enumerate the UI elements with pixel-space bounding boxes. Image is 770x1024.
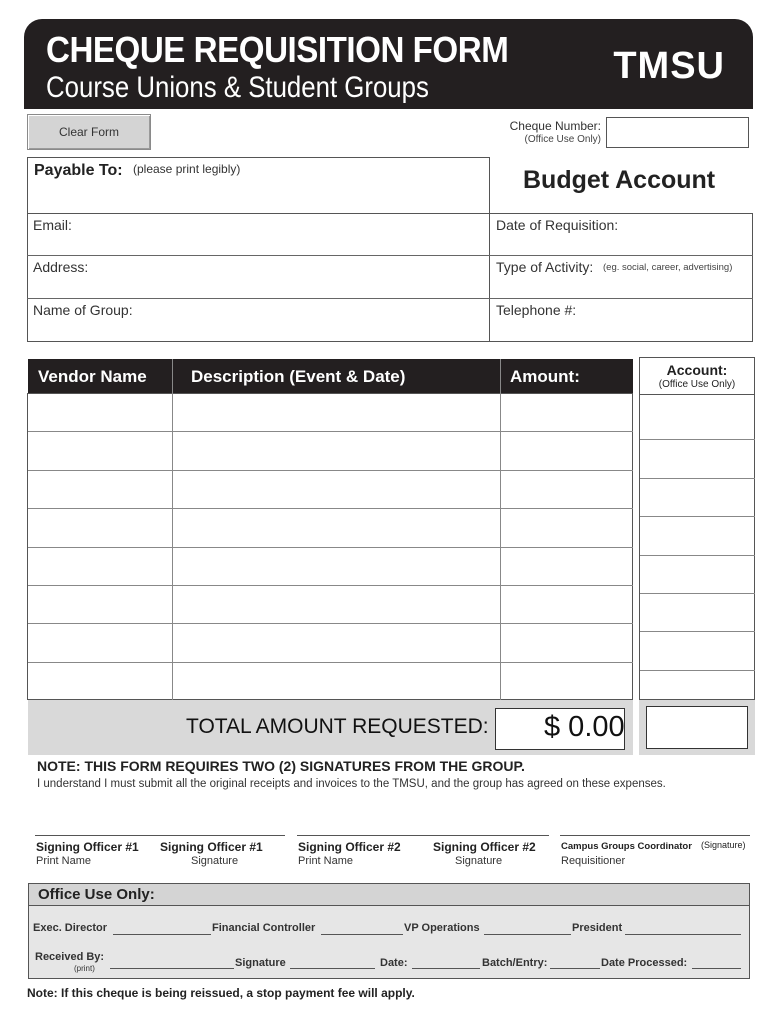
officer2-sig-sub: Signature bbox=[455, 855, 503, 867]
cheque-number-field[interactable] bbox=[606, 117, 749, 148]
officer1-print-title: Signing Officer #1 bbox=[36, 840, 139, 854]
description-cell[interactable] bbox=[173, 585, 500, 623]
group-name-label: Name of Group: bbox=[33, 302, 133, 318]
coordinator-sub: Requisitioner bbox=[561, 855, 626, 867]
amount-cell[interactable] bbox=[501, 662, 633, 700]
divider bbox=[27, 255, 753, 256]
officer1-sig-sub: Signature bbox=[191, 855, 239, 867]
divider bbox=[27, 298, 753, 299]
president-line[interactable] bbox=[625, 934, 741, 935]
payable-to-label: Payable To: bbox=[34, 162, 123, 179]
agreement-statement: I understand I must submit all the original receipts and invoices to the TMSU, and the group has agreed on these expenses. bbox=[37, 778, 666, 790]
clear-form-button[interactable]: Clear Form bbox=[27, 114, 151, 150]
vendor-name-cell[interactable] bbox=[28, 431, 172, 469]
vendor-name-cell[interactable] bbox=[28, 623, 172, 661]
cheque-number-note: (Office Use Only) bbox=[524, 134, 601, 145]
cheque-number-label: Cheque Number: bbox=[509, 119, 601, 133]
signature-label: Signature bbox=[235, 957, 286, 969]
signature-requirement-note: NOTE: THIS FORM REQUIRES TWO (2) SIGNATURES FROM THE GROUP. bbox=[37, 758, 525, 774]
form-title: CHEQUE REQUISITION FORM bbox=[46, 29, 509, 70]
amount-cell[interactable] bbox=[501, 585, 633, 623]
description-cell[interactable] bbox=[173, 508, 500, 546]
group-name-field[interactable] bbox=[33, 319, 483, 337]
budget-account-heading: Budget Account bbox=[523, 166, 716, 194]
account-note: (Office Use Only) bbox=[658, 379, 736, 390]
activity-type-hint: (eg. social, career, advertising) bbox=[603, 262, 733, 273]
vendor-name-cell[interactable] bbox=[28, 470, 172, 508]
signature-line[interactable] bbox=[290, 968, 375, 969]
account-cell[interactable] bbox=[640, 631, 755, 661]
coordinator-title: Campus Groups Coordinator bbox=[561, 841, 692, 852]
exec-director-label: Exec. Director bbox=[33, 922, 107, 934]
amount-cell[interactable] bbox=[501, 623, 633, 661]
coordinator-note: (Signature) bbox=[701, 840, 746, 850]
received-by-line[interactable] bbox=[110, 968, 234, 969]
amount-cell[interactable] bbox=[501, 393, 633, 431]
activity-type-label: Type of Activity: bbox=[496, 259, 594, 275]
account-cell[interactable] bbox=[640, 593, 755, 623]
vendor-name-cell[interactable] bbox=[28, 547, 172, 585]
column-header-description: Description (Event & Date) bbox=[191, 367, 406, 386]
form-header bbox=[24, 19, 753, 109]
account-cell[interactable] bbox=[640, 393, 755, 431]
president-label: President bbox=[572, 922, 623, 934]
coordinator-signature-line[interactable] bbox=[560, 835, 750, 836]
description-cell[interactable] bbox=[173, 547, 500, 585]
description-cell[interactable] bbox=[173, 623, 500, 661]
vendor-name-cell[interactable] bbox=[28, 662, 172, 700]
amount-cell[interactable] bbox=[501, 547, 633, 585]
total-amount-label: TOTAL AMOUNT REQUESTED: bbox=[186, 715, 489, 738]
reissue-note: Note: If this cheque is being reissued, a stop payment fee will apply. bbox=[27, 986, 415, 1000]
date-processed-line[interactable] bbox=[692, 968, 741, 969]
column-header-vendor: Vendor Name bbox=[38, 367, 147, 386]
vp-operations-label: VP Operations bbox=[404, 922, 480, 934]
officer2-signature-line[interactable] bbox=[297, 835, 549, 836]
email-field[interactable] bbox=[33, 234, 483, 252]
vp-operations-line[interactable] bbox=[484, 934, 571, 935]
account-header bbox=[639, 357, 755, 395]
amount-cell[interactable] bbox=[501, 508, 633, 546]
vendor-name-cell[interactable] bbox=[28, 508, 172, 546]
payable-to-hint: (please print legibly) bbox=[133, 162, 241, 176]
date-processed-label: Date Processed: bbox=[601, 957, 688, 969]
address-label: Address: bbox=[33, 259, 89, 275]
description-cell[interactable] bbox=[173, 431, 500, 469]
print-hint: (print) bbox=[74, 964, 95, 973]
tmsu-logo: TMSU bbox=[613, 45, 725, 87]
account-cell[interactable] bbox=[640, 670, 755, 700]
office-use-title: Office Use Only: bbox=[38, 886, 155, 903]
account-label: Account: bbox=[666, 362, 728, 378]
activity-type-field[interactable] bbox=[496, 276, 746, 294]
email-label: Email: bbox=[33, 217, 72, 233]
expense-table-header bbox=[28, 359, 633, 393]
date-of-requisition-label: Date of Requisition: bbox=[496, 217, 619, 233]
officer1-signature-line[interactable] bbox=[35, 835, 285, 836]
form-subtitle: Course Unions & Student Groups bbox=[46, 71, 429, 104]
telephone-field[interactable] bbox=[496, 319, 746, 337]
exec-director-line[interactable] bbox=[113, 934, 211, 935]
amount-cell[interactable] bbox=[501, 470, 633, 508]
description-cell[interactable] bbox=[173, 393, 500, 431]
total-amount-value: $ 0.00 bbox=[544, 711, 625, 743]
address-field[interactable] bbox=[33, 276, 483, 294]
account-total-field[interactable] bbox=[646, 706, 748, 749]
vendor-name-cell[interactable] bbox=[28, 585, 172, 623]
batch-entry-line[interactable] bbox=[550, 968, 600, 969]
batch-entry-label: Batch/Entry: bbox=[482, 957, 548, 969]
description-cell[interactable] bbox=[173, 662, 500, 700]
column-header-amount: Amount: bbox=[510, 367, 580, 386]
date-of-requisition-field[interactable] bbox=[496, 234, 746, 252]
officer1-print-sub: Print Name bbox=[36, 855, 92, 867]
vendor-name-cell[interactable] bbox=[28, 393, 172, 431]
account-cell[interactable] bbox=[640, 478, 755, 508]
account-cell[interactable] bbox=[640, 516, 755, 546]
officer2-sig-title: Signing Officer #2 bbox=[433, 840, 536, 854]
account-cell[interactable] bbox=[640, 555, 755, 585]
date-line[interactable] bbox=[412, 968, 480, 969]
received-by-label: Received By: bbox=[35, 951, 105, 963]
officer2-print-title: Signing Officer #2 bbox=[298, 840, 401, 854]
officer1-sig-title: Signing Officer #1 bbox=[160, 840, 263, 854]
account-cell[interactable] bbox=[640, 439, 755, 469]
date-label: Date: bbox=[380, 957, 408, 969]
description-cell[interactable] bbox=[173, 470, 500, 508]
officer2-print-sub: Print Name bbox=[298, 855, 354, 867]
financial-controller-line[interactable] bbox=[321, 934, 403, 935]
amount-cell[interactable] bbox=[501, 431, 633, 469]
financial-controller-label: Financial Controller bbox=[212, 922, 316, 934]
telephone-label: Telephone #: bbox=[496, 302, 577, 318]
